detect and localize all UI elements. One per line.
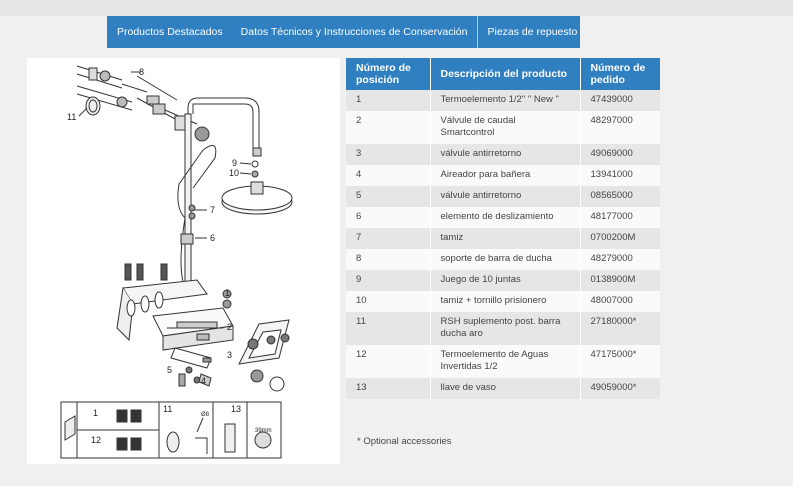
spare-parts-table-container [346, 58, 660, 399]
cell-description: RSH suplemento post. barra ducha aro [430, 312, 580, 345]
callout-11: 11 [67, 112, 77, 122]
table-row [346, 228, 660, 249]
cell-description: llave de vaso [430, 378, 580, 399]
cell-position: 12 [346, 345, 430, 378]
callout-8: 8 [139, 67, 145, 77]
cell-position: 11 [346, 312, 430, 345]
callout-9: 9 [232, 158, 238, 168]
cell-position: 5 [346, 186, 430, 207]
cell-order-number: 48007000 [580, 291, 660, 312]
table-row [346, 165, 660, 186]
cell-position: 10 [346, 291, 430, 312]
cell-position: 9 [346, 270, 430, 291]
header-position: Número de posición [346, 58, 430, 90]
exploded-drawing [27, 58, 340, 464]
callout-5: 5 [167, 365, 173, 375]
cell-description: Termoelemento 1/2" " New " [430, 90, 580, 111]
table-row [346, 186, 660, 207]
cell-description: Juego de 10 juntas [430, 270, 580, 291]
cell-order-number: 49069000 [580, 144, 660, 165]
top-strip [0, 0, 793, 16]
cell-position: 4 [346, 165, 430, 186]
optional-accessories-note: * Optional accessories [357, 436, 452, 447]
legend-dimension: Ø8 [201, 412, 210, 418]
tab-productos-destacados[interactable]: Productos Destacados [117, 26, 223, 38]
cell-order-number: 47439000 [580, 90, 660, 111]
cell-description: Válvule de caudal Smartcontrol [430, 111, 580, 144]
tab-piezas-de-repuesto[interactable]: Piezas de repuesto [477, 16, 587, 48]
cell-order-number: 13941000 [580, 165, 660, 186]
table-row [346, 111, 660, 144]
cell-order-number: 0138900M [580, 270, 660, 291]
table-row [346, 249, 660, 270]
cell-description: soporte de barra de ducha [430, 249, 580, 270]
callout-1: 1 [225, 288, 231, 298]
cell-position: 3 [346, 144, 430, 165]
cell-order-number: 48297000 [580, 111, 660, 144]
legend-cell-a: 1 [93, 408, 99, 418]
cell-description: Aireador para bañera [430, 165, 580, 186]
spare-parts-table [346, 58, 660, 399]
table-row [346, 144, 660, 165]
callout-2: 2 [227, 322, 233, 332]
cell-description: Termoelemento de Aguas Invertidas 1/2 [430, 345, 580, 378]
legend-cell-c: 11 [163, 404, 173, 414]
cell-position: 7 [346, 228, 430, 249]
callout-3: 3 [227, 350, 233, 360]
table-row [346, 378, 660, 399]
table-row [346, 312, 660, 345]
tab-datos-tecnicos[interactable]: Datos Técnicos y Instrucciones de Conservación [240, 26, 468, 38]
cell-order-number: 08565000 [580, 186, 660, 207]
exploded-drawing-svg [27, 58, 340, 464]
cell-order-number: 47175000* [580, 345, 660, 378]
tab-bar [107, 16, 580, 48]
cell-position: 6 [346, 207, 430, 228]
table-row [346, 207, 660, 228]
legend-size-mark: 39mm [255, 428, 272, 434]
cell-position: 1 [346, 90, 430, 111]
cell-order-number: 48279000 [580, 249, 660, 270]
cell-description: válvule antirretorno [430, 186, 580, 207]
cell-description: tamiz [430, 228, 580, 249]
callout-7: 7 [210, 205, 216, 215]
legend-cell-d: 13 [231, 404, 242, 414]
legend-cell-b: 12 [91, 435, 102, 445]
cell-description: válvule antirretorno [430, 144, 580, 165]
header-description: Descripción del producto [430, 58, 580, 90]
cell-order-number: 48177000 [580, 207, 660, 228]
table-row [346, 90, 660, 111]
table-row [346, 345, 660, 378]
cell-position: 13 [346, 378, 430, 399]
callout-4: 4 [201, 376, 207, 386]
callout-6: 6 [210, 233, 216, 243]
cell-order-number: 27180000* [580, 312, 660, 345]
table-row [346, 291, 660, 312]
cell-description: tamiz + tornillo prisionero [430, 291, 580, 312]
cell-position: 8 [346, 249, 430, 270]
table-row [346, 270, 660, 291]
cell-description: elemento de deslizamiento [430, 207, 580, 228]
header-order-number: Número de pedido [580, 58, 660, 90]
callout-10: 10 [229, 168, 240, 178]
cell-order-number: 0700200M [580, 228, 660, 249]
cell-position: 2 [346, 111, 430, 144]
cell-order-number: 49059000* [580, 378, 660, 399]
